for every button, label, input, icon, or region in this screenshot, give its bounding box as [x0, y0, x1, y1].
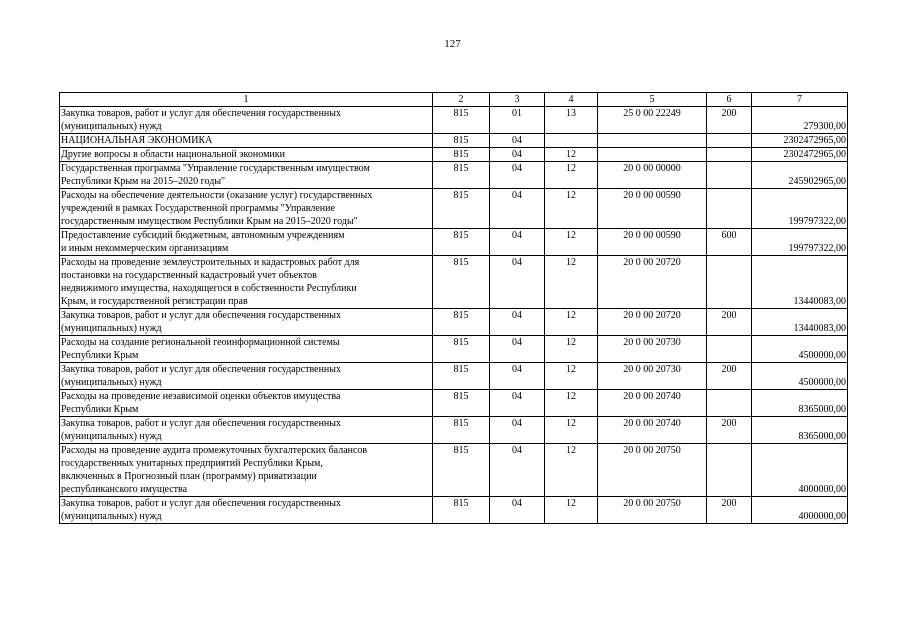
expense-name-line: (муниципальных) нужд: [61, 121, 162, 132]
target-article-cell: 20 0 00 20740: [598, 390, 707, 417]
subsection-code-cell: 12: [545, 162, 598, 189]
section-code-cell: 04: [490, 256, 545, 309]
amount-cell: 199797322,00: [752, 189, 848, 229]
expense-name-cell: [60, 390, 433, 417]
table-row: [60, 309, 848, 336]
column-number: 2: [433, 93, 490, 107]
section-code-cell: 04: [490, 497, 545, 524]
expense-type-cell: 200: [707, 107, 752, 134]
table-row: [60, 256, 848, 309]
column-number: 7: [752, 93, 848, 107]
section-code-cell: 04: [490, 336, 545, 363]
department-code-cell: 815: [433, 309, 490, 336]
section-code-cell: 04: [490, 417, 545, 444]
expense-name-line: НАЦИОНАЛЬНАЯ ЭКОНОМИКА: [61, 135, 213, 146]
target-article-cell: 20 0 00 20750: [598, 444, 707, 497]
column-number: 3: [490, 93, 545, 107]
department-code-cell: 815: [433, 417, 490, 444]
table-row: [60, 417, 848, 444]
expense-name-line: недвижимого имущества, находящегося в собственности Республики: [61, 283, 357, 294]
expense-name-line: республиканского имущества: [61, 484, 188, 495]
expense-name-line: включенных в Прогнозный план (программу) приватизации: [61, 471, 317, 482]
table-row: [60, 444, 848, 497]
section-code-cell: 04: [490, 148, 545, 162]
column-number-row: [60, 93, 848, 107]
section-code-cell: 04: [490, 134, 545, 148]
subsection-code-cell: 12: [545, 229, 598, 256]
expense-name-line: Закупка товаров, работ и услуг для обеспечения государственных: [61, 108, 342, 119]
subsection-code-cell: 13: [545, 107, 598, 134]
table-row: [60, 107, 848, 134]
amount-cell: 4500000,00: [752, 336, 848, 363]
expense-type-cell: [707, 336, 752, 363]
expense-name-line: государственным имуществом Республики Крым на 2015–2020 годы": [61, 216, 358, 227]
expense-name-line: учреждений в рамках Государственной программы "Управление: [61, 203, 335, 214]
expense-name-cell: [60, 336, 433, 363]
section-code-cell: 01: [490, 107, 545, 134]
expense-name-cell: [60, 309, 433, 336]
expense-type-cell: 200: [707, 497, 752, 524]
expense-name-cell: [60, 134, 433, 148]
expense-name-line: Республики Крым на 2015–2020 годы": [61, 176, 226, 187]
column-number: 4: [545, 93, 598, 107]
subsection-code-cell: 12: [545, 417, 598, 444]
expense-name-line: (муниципальных) нужд: [61, 377, 162, 388]
department-code-cell: 815: [433, 107, 490, 134]
expense-name-cell: [60, 497, 433, 524]
expense-type-cell: [707, 444, 752, 497]
expense-name-line: Закупка товаров, работ и услуг для обеспечения государственных: [61, 418, 342, 429]
expense-name-line: Расходы на проведение независимой оценки объектов имущества: [61, 391, 341, 402]
expense-name-line: Расходы на проведение аудита промежуточных бухгалтерских балансов: [61, 445, 368, 456]
section-code-cell: 04: [490, 229, 545, 256]
expense-name-cell: [60, 107, 433, 134]
department-code-cell: 815: [433, 256, 490, 309]
target-article-cell: 25 0 00 22249: [598, 107, 707, 134]
expense-name-line: Закупка товаров, работ и услуг для обеспечения государственных: [61, 310, 342, 321]
amount-cell: 13440083,00: [752, 256, 848, 309]
expense-name-cell: [60, 162, 433, 189]
expense-name-line: Государственная программа "Управление государственным имуществом: [61, 163, 370, 174]
subsection-code-cell: 12: [545, 309, 598, 336]
amount-cell: 2302472965,00: [752, 134, 848, 148]
target-article-cell: 20 0 00 20730: [598, 363, 707, 390]
expense-name-line: Другие вопросы в области национальной экономики: [61, 149, 285, 160]
amount-cell: 279300,00: [752, 107, 848, 134]
expense-type-cell: [707, 189, 752, 229]
amount-cell: 8365000,00: [752, 417, 848, 444]
table-row: [60, 336, 848, 363]
target-article-cell: 20 0 00 00590: [598, 189, 707, 229]
section-code-cell: 04: [490, 189, 545, 229]
target-article-cell: [598, 148, 707, 162]
department-code-cell: 815: [433, 148, 490, 162]
table-row: [60, 229, 848, 256]
section-code-cell: 04: [490, 162, 545, 189]
amount-cell: 13440083,00: [752, 309, 848, 336]
table-row: [60, 148, 848, 162]
target-article-cell: [598, 134, 707, 148]
amount-cell: 4500000,00: [752, 363, 848, 390]
amount-cell: 4000000,00: [752, 497, 848, 524]
amount-cell: 245902965,00: [752, 162, 848, 189]
expense-type-cell: [707, 134, 752, 148]
subsection-code-cell: 12: [545, 336, 598, 363]
amount-cell: 2302472965,00: [752, 148, 848, 162]
expense-name-line: и иным некоммерческим организациям: [61, 243, 229, 254]
subsection-code-cell: 12: [545, 363, 598, 390]
expense-name-line: Расходы на проведение землеустроительных и кадастровых работ для: [61, 257, 360, 268]
expense-type-cell: 200: [707, 309, 752, 336]
department-code-cell: 815: [433, 390, 490, 417]
expense-name-line: Расходы на обеспечение деятельности (оказание услуг) государственных: [61, 190, 373, 201]
table-row: [60, 134, 848, 148]
expense-name-line: Предоставление субсидий бюджетным, автономным учреждениям: [61, 230, 345, 241]
column-number: 5: [598, 93, 707, 107]
expense-name-line: (муниципальных) нужд: [61, 431, 162, 442]
expense-name-line: (муниципальных) нужд: [61, 511, 162, 522]
department-code-cell: 815: [433, 444, 490, 497]
expense-name-cell: [60, 189, 433, 229]
expense-type-cell: 200: [707, 363, 752, 390]
expense-type-cell: 200: [707, 417, 752, 444]
expense-type-cell: [707, 148, 752, 162]
department-code-cell: 815: [433, 336, 490, 363]
budget-table: [59, 92, 848, 524]
amount-cell: 199797322,00: [752, 229, 848, 256]
expense-name-line: Республики Крым: [61, 404, 139, 415]
expense-name-line: Республики Крым: [61, 350, 139, 361]
subsection-code-cell: 12: [545, 390, 598, 417]
expense-name-cell: [60, 148, 433, 162]
amount-cell: 8365000,00: [752, 390, 848, 417]
column-number: 6: [707, 93, 752, 107]
expense-name-line: государственных унитарных предприятий Республики Крым,: [61, 458, 323, 469]
expense-name-line: Закупка товаров, работ и услуг для обеспечения государственных: [61, 498, 342, 509]
section-code-cell: 04: [490, 390, 545, 417]
table-row: [60, 363, 848, 390]
expense-name-cell: [60, 444, 433, 497]
expense-name-line: Крым, и государственной регистрации прав: [61, 296, 248, 307]
expense-name-line: Расходы на создание региональной геоинформационной системы: [61, 337, 340, 348]
table-row: [60, 162, 848, 189]
subsection-code-cell: 12: [545, 256, 598, 309]
table-row: [60, 497, 848, 524]
target-article-cell: 20 0 00 00590: [598, 229, 707, 256]
subsection-code-cell: 12: [545, 444, 598, 497]
expense-type-cell: [707, 256, 752, 309]
expense-name-line: (муниципальных) нужд: [61, 323, 162, 334]
table-row: [60, 390, 848, 417]
target-article-cell: 20 0 00 20720: [598, 309, 707, 336]
subsection-code-cell: 12: [545, 189, 598, 229]
target-article-cell: 20 0 00 20720: [598, 256, 707, 309]
target-article-cell: 20 0 00 20730: [598, 336, 707, 363]
subsection-code-cell: 12: [545, 148, 598, 162]
expense-type-cell: 600: [707, 229, 752, 256]
expense-type-cell: [707, 162, 752, 189]
section-code-cell: 04: [490, 444, 545, 497]
department-code-cell: 815: [433, 363, 490, 390]
page-number: 127: [444, 38, 461, 50]
expense-name-cell: [60, 256, 433, 309]
expense-name-cell: [60, 229, 433, 256]
department-code-cell: 815: [433, 134, 490, 148]
subsection-code-cell: 12: [545, 497, 598, 524]
expense-name-line: постановки на государственный кадастровый учет объектов: [61, 270, 317, 281]
expense-name-line: Закупка товаров, работ и услуг для обеспечения государственных: [61, 364, 342, 375]
amount-cell: 4000000,00: [752, 444, 848, 497]
expense-type-cell: [707, 390, 752, 417]
target-article-cell: 20 0 00 20740: [598, 417, 707, 444]
expense-name-cell: [60, 417, 433, 444]
section-code-cell: 04: [490, 363, 545, 390]
expense-name-cell: [60, 363, 433, 390]
section-code-cell: 04: [490, 309, 545, 336]
target-article-cell: 20 0 00 00000: [598, 162, 707, 189]
target-article-cell: 20 0 00 20750: [598, 497, 707, 524]
department-code-cell: 815: [433, 229, 490, 256]
department-code-cell: 815: [433, 162, 490, 189]
subsection-code-cell: [545, 134, 598, 148]
department-code-cell: 815: [433, 189, 490, 229]
column-number: 1: [60, 93, 433, 107]
department-code-cell: 815: [433, 497, 490, 524]
table-row: [60, 189, 848, 229]
